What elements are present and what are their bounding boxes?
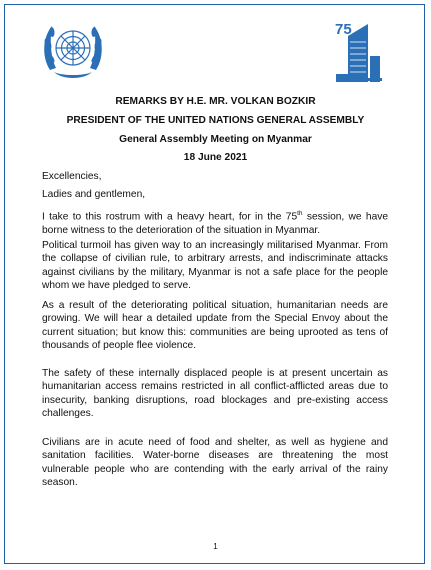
paragraph-1 — [42, 207, 388, 237]
title-remarks: REMARKS BY H.E. MR. VOLKAN BOZKIR — [115, 96, 316, 107]
un-emblem-icon — [38, 18, 108, 84]
salutation-ladies: Ladies and gentlemen, — [42, 189, 146, 200]
paragraph-1-end: session, we have borne witness to the deterioration of the situation in Myanmar. — [42, 211, 388, 236]
salutation-excellencies: Excellencies, — [42, 171, 102, 182]
paragraph-2: Political turmoil has given way to an increasingly militarised Myanmar. From the collapse of civilian rule, to arbitrary arrests, and indiscriminate attacks against civilians by the military, Myanmar is not a safe place for the people whom we have pledged to serve. — [42, 240, 388, 292]
meeting-title: General Assembly Meeting on Myanmar — [119, 134, 312, 145]
paragraph-5: Civilians are in acute need of food and shelter, as well as hygiene and sanitation facilities. Water-borne diseases are threatening the most vulnerable people who are contending with the early arrival of the rainy season. — [42, 437, 388, 489]
title-president: PRESIDENT OF THE UNITED NATIONS GENERAL ASSEMBLY — [66, 115, 365, 126]
page-number: 1 — [213, 542, 218, 551]
paragraph-1-superscript: th — [297, 210, 303, 217]
meeting-date: 18 June 2021 — [183, 152, 248, 163]
un75-logo-icon — [334, 16, 384, 86]
paragraph-1-start: I take to this rostrum with a heavy heart, for in the 75 — [42, 211, 298, 223]
un75-text: 75 — [335, 21, 352, 38]
paragraph-4: The safety of these internally displaced people is at present uncertain as humanitarian access remains restricted in all conflict-afflicted areas due to insecurity, banking disruptions, road blockages and pre-existing access challenges. — [42, 368, 388, 420]
paragraph-3: As a result of the deteriorating political situation, humanitarian needs are growing. We will hear a detailed update from the Special Envoy about the current situation; but know this: communities are being uprooted as tens of thousands of people flee violence. — [42, 300, 388, 352]
